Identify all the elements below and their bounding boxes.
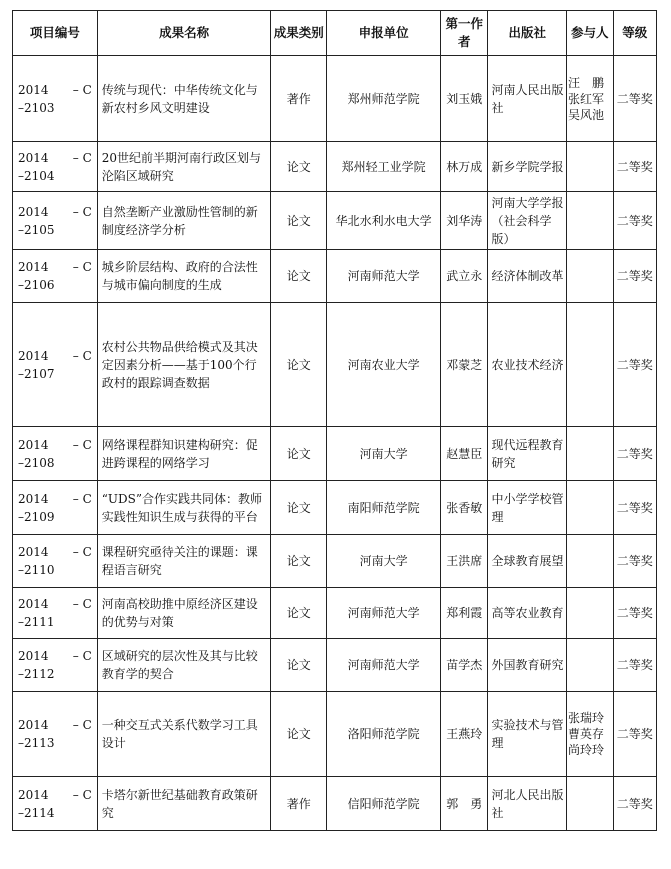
project-code-number: –2108: [18, 455, 55, 470]
table-row: [13, 56, 657, 142]
project-code-cell: [13, 303, 98, 427]
project-code-letter: – C: [72, 597, 92, 611]
project-code-letter: – C: [72, 82, 92, 97]
project-code-year: 2014: [18, 545, 49, 559]
publisher-cell: 经济体制改革: [488, 250, 567, 303]
project-code-year: 2014: [18, 348, 49, 363]
header-publisher: 出版社: [488, 11, 567, 56]
project-code-letter: – C: [72, 260, 92, 274]
category-cell: 论文: [271, 192, 327, 250]
result-title-cell: 课程研究亟待关注的课题：课程语言研究: [97, 535, 271, 588]
project-code-cell: [13, 535, 98, 588]
project-code-year: 2014: [18, 597, 49, 611]
first-author-cell: 张香敏: [440, 481, 488, 535]
participants-cell: [567, 142, 614, 192]
publisher-cell: 现代远程教育研究: [488, 427, 567, 481]
project-code-year: 2014: [18, 491, 49, 506]
first-author-cell: 刘华涛: [440, 192, 488, 250]
table-row: [13, 777, 657, 831]
category-cell: 论文: [271, 303, 327, 427]
grade-cell: 二等奖: [613, 142, 656, 192]
project-code-year: 2014: [18, 787, 49, 802]
project-code-letter: – C: [72, 649, 92, 663]
project-code-cell: [13, 777, 98, 831]
participant-name: 张红军: [568, 91, 605, 106]
publisher-cell: 全球教育展望: [488, 535, 567, 588]
table-row: [13, 639, 657, 692]
participant-name: 张瑞玲: [568, 711, 605, 725]
project-code-cell: [13, 192, 98, 250]
publisher-cell: 高等农业教育: [488, 588, 567, 639]
result-title-cell: 卡塔尔新世纪基础教育政策研究: [97, 777, 271, 831]
unit-cell: 华北水利水电大学: [327, 192, 441, 250]
participants-cell: [567, 692, 614, 777]
table-row: [13, 142, 657, 192]
category-cell: 著作: [271, 56, 327, 142]
table-row: [13, 692, 657, 777]
grade-cell: 二等奖: [613, 535, 656, 588]
result-title-cell: 区域研究的层次性及其与比较教育学的契合: [97, 639, 271, 692]
table-row: [13, 481, 657, 535]
result-title-cell: 20世纪前半期河南行政区划与沦陷区域研究: [97, 142, 271, 192]
first-author-cell: 邓蒙芝: [440, 303, 488, 427]
unit-cell: 河南师范大学: [327, 588, 441, 639]
participants-cell: [567, 535, 614, 588]
project-code-letter: – C: [72, 437, 92, 452]
grade-cell: 二等奖: [613, 192, 656, 250]
participant-name: 汪 鹏: [568, 75, 605, 90]
table-body: [13, 56, 657, 831]
project-code-cell: [13, 250, 98, 303]
project-code-number: –2110: [18, 563, 55, 577]
participants-cell: [567, 56, 614, 142]
project-code-cell: [13, 142, 98, 192]
table-row: [13, 588, 657, 639]
first-author-cell: 郑利霞: [440, 588, 488, 639]
project-code-number: –2107: [18, 366, 55, 381]
project-code-letter: – C: [72, 204, 92, 219]
project-code-year: 2014: [18, 82, 49, 97]
participants-cell: [567, 303, 614, 427]
first-author-cell: 林万成: [440, 142, 488, 192]
results-table-page: [12, 10, 657, 831]
unit-cell: 郑州师范学院: [327, 56, 441, 142]
publisher-cell: 河北人民出版社: [488, 777, 567, 831]
publisher-cell: 新乡学院学报: [488, 142, 567, 192]
grade-cell: 二等奖: [613, 481, 656, 535]
header-participants: 参与人: [567, 11, 614, 56]
project-code-number: –2111: [18, 615, 55, 629]
project-code-letter: – C: [72, 491, 92, 506]
grade-cell: 二等奖: [613, 427, 656, 481]
first-author-cell: 武立永: [440, 250, 488, 303]
participant-name: 吴风池: [568, 107, 605, 122]
category-cell: 论文: [271, 588, 327, 639]
unit-cell: 河南农业大学: [327, 303, 441, 427]
result-title-cell: 一种交互式关系代数学习工具设计: [97, 692, 271, 777]
project-code-year: 2014: [18, 437, 49, 452]
category-cell: 论文: [271, 692, 327, 777]
header-project-code: 项目编号: [13, 11, 98, 56]
project-code-number: –2113: [18, 736, 55, 750]
table-header-row: [13, 11, 657, 56]
participants-cell: [567, 192, 614, 250]
project-code-number: –2112: [18, 667, 55, 681]
project-code-year: 2014: [18, 260, 49, 274]
project-code-number: –2105: [18, 222, 55, 237]
header-grade: 等级: [613, 11, 656, 56]
table-row: [13, 192, 657, 250]
unit-cell: 河南大学: [327, 427, 441, 481]
project-code-number: –2103: [18, 100, 55, 115]
participants-cell: [567, 639, 614, 692]
award-results-table: [12, 10, 657, 831]
project-code-letter: – C: [72, 545, 92, 559]
project-code-year: 2014: [18, 204, 49, 219]
project-code-cell: [13, 639, 98, 692]
project-code-letter: – C: [72, 150, 92, 165]
project-code-letter: – C: [72, 718, 92, 732]
result-title-cell: 城乡阶层结构、政府的合法性与城市偏向制度的生成: [97, 250, 271, 303]
project-code-number: –2104: [18, 168, 55, 183]
header-unit: 申报单位: [327, 11, 441, 56]
grade-cell: 二等奖: [613, 777, 656, 831]
table-row: [13, 250, 657, 303]
participants-cell: [567, 588, 614, 639]
first-author-cell: 苗学杰: [440, 639, 488, 692]
category-cell: 论文: [271, 535, 327, 588]
participants-cell: [567, 250, 614, 303]
first-author-cell: 王燕玲: [440, 692, 488, 777]
participant-name: 曹英存: [568, 727, 605, 741]
category-cell: 论文: [271, 427, 327, 481]
category-cell: 著作: [271, 777, 327, 831]
publisher-cell: 河南人民出版社: [488, 56, 567, 142]
project-code-letter: – C: [72, 787, 92, 802]
project-code-year: 2014: [18, 718, 49, 732]
unit-cell: 河南大学: [327, 535, 441, 588]
header-result-title: 成果名称: [97, 11, 271, 56]
project-code-number: –2109: [18, 509, 55, 524]
publisher-cell: 外国教育研究: [488, 639, 567, 692]
project-code-year: 2014: [18, 649, 49, 663]
grade-cell: 二等奖: [613, 692, 656, 777]
header-first-author: 第一作者: [440, 11, 488, 56]
unit-cell: 河南师范大学: [327, 250, 441, 303]
project-code-number: –2106: [18, 278, 55, 292]
publisher-cell: 河南大学学报（社会科学版）: [488, 192, 567, 250]
unit-cell: 洛阳师范学院: [327, 692, 441, 777]
participants-cell: [567, 481, 614, 535]
result-title-cell: 农村公共物品供给模式及其决定因素分析——基于100个行政村的跟踪调查数据: [97, 303, 271, 427]
header-category: 成果类别: [271, 11, 327, 56]
grade-cell: 二等奖: [613, 250, 656, 303]
result-title-cell: 河南高校助推中原经济区建设的优势与对策: [97, 588, 271, 639]
grade-cell: 二等奖: [613, 588, 656, 639]
grade-cell: 二等奖: [613, 639, 656, 692]
unit-cell: 河南师范大学: [327, 639, 441, 692]
result-title-cell: 网络课程群知识建构研究：促进跨课程的网络学习: [97, 427, 271, 481]
table-row: [13, 535, 657, 588]
table-row: [13, 427, 657, 481]
category-cell: 论文: [271, 639, 327, 692]
unit-cell: 郑州轻工业学院: [327, 142, 441, 192]
unit-cell: 南阳师范学院: [327, 481, 441, 535]
first-author-cell: 王洪席: [440, 535, 488, 588]
publisher-cell: 农业技术经济: [488, 303, 567, 427]
publisher-cell: 实验技术与管理: [488, 692, 567, 777]
first-author-cell: 刘玉娥: [440, 56, 488, 142]
participant-name: 尚玲玲: [568, 743, 605, 757]
table-row: [13, 303, 657, 427]
project-code-number: –2114: [18, 805, 55, 820]
project-code-cell: [13, 427, 98, 481]
project-code-cell: [13, 692, 98, 777]
project-code-cell: [13, 481, 98, 535]
publisher-cell: 中小学学校管理: [488, 481, 567, 535]
grade-cell: 二等奖: [613, 303, 656, 427]
project-code-cell: [13, 56, 98, 142]
result-title-cell: 传统与现代：中华传统文化与新农村乡风文明建设: [97, 56, 271, 142]
category-cell: 论文: [271, 481, 327, 535]
grade-cell: 二等奖: [613, 56, 656, 142]
category-cell: 论文: [271, 250, 327, 303]
project-code-cell: [13, 588, 98, 639]
first-author-cell: 郭 勇: [440, 777, 488, 831]
participants-cell: [567, 427, 614, 481]
category-cell: 论文: [271, 142, 327, 192]
unit-cell: 信阳师范学院: [327, 777, 441, 831]
result-title-cell: “UDS”合作实践共同体：教师实践性知识生成与获得的平台: [97, 481, 271, 535]
project-code-letter: – C: [72, 348, 92, 363]
participants-cell: [567, 777, 614, 831]
first-author-cell: 赵慧臣: [440, 427, 488, 481]
result-title-cell: 自然垄断产业激励性管制的新制度经济学分析: [97, 192, 271, 250]
project-code-year: 2014: [18, 150, 49, 165]
